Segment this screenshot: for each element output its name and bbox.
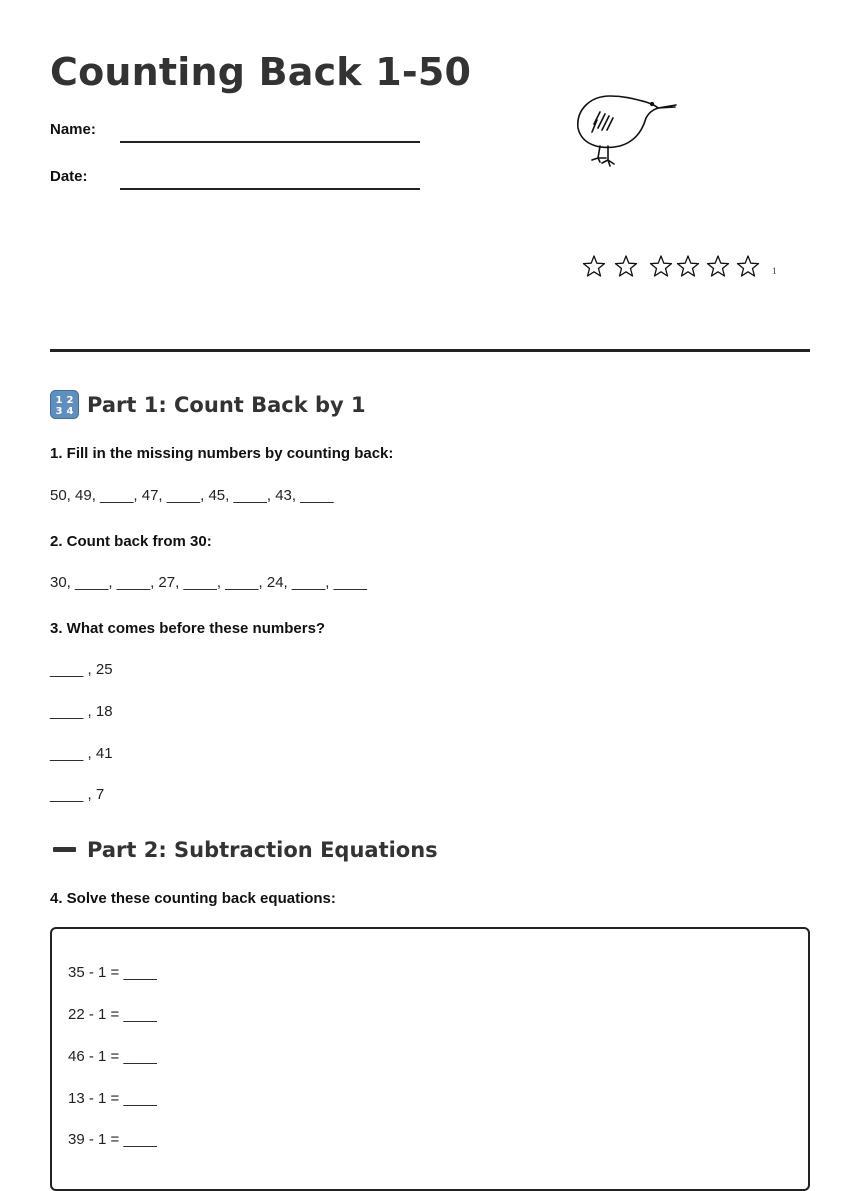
worksheet-page <box>50 0 810 1161</box>
date-label: Date: <box>50 168 88 185</box>
question-3-item: ____ , 41 <box>50 745 113 762</box>
question-3-item: ____ , 7 <box>50 786 105 803</box>
page-title: Counting Back 1-50 <box>50 50 472 94</box>
name-label: Name: <box>50 121 96 138</box>
svg-text:1: 1 <box>55 395 63 406</box>
kiwi-bird-icon <box>572 88 682 172</box>
equation-item: 35 - 1 = ____ <box>68 964 157 981</box>
question-1-title: 1. Fill in the missing numbers by counting back: <box>50 445 394 462</box>
rating-label: 1 <box>772 266 777 276</box>
equation-item: 22 - 1 = ____ <box>68 1006 157 1023</box>
part2-heading-text: Part 2: Subtraction Equations <box>87 837 438 862</box>
equations-box <box>50 927 810 1191</box>
part2-heading <box>50 835 438 864</box>
star-outline-icon <box>616 256 637 276</box>
star-outline-icon <box>738 256 759 276</box>
svg-text:2: 2 <box>66 395 74 406</box>
part1-heading <box>50 390 366 419</box>
star-outline-icon <box>651 256 672 276</box>
question-3-title: 3. What comes before these numbers? <box>50 620 326 637</box>
question-2-title: 2. Count back from 30: <box>50 533 212 550</box>
date-input-line[interactable] <box>120 188 420 190</box>
equation-item: 46 - 1 = ____ <box>68 1048 157 1065</box>
name-field <box>50 121 420 151</box>
name-input-line[interactable] <box>120 141 420 143</box>
equation-item: 13 - 1 = ____ <box>68 1090 157 1107</box>
minus-icon <box>50 835 79 864</box>
date-field <box>50 168 420 198</box>
question-3-item: ____ , 25 <box>50 661 113 678</box>
question-1-sequence: 50, 49, ____, 47, ____, 45, ____, 43, ____ <box>50 487 334 504</box>
equation-item: 39 - 1 = ____ <box>68 1131 157 1148</box>
svg-text:3: 3 <box>55 406 63 417</box>
question-3-item: ____ , 18 <box>50 703 113 720</box>
star-outline-icon <box>708 256 729 276</box>
star-outline-icon <box>584 256 605 276</box>
input-numbers-icon <box>50 390 79 419</box>
star-rating <box>582 254 782 284</box>
part1-heading-text: Part 1: Count Back by 1 <box>87 392 366 417</box>
header-divider <box>50 349 810 352</box>
star-outline-icon <box>678 256 699 276</box>
question-2-sequence: 30, ____, ____, 27, ____, ____, 24, ____, ____ <box>50 574 367 591</box>
svg-text:4: 4 <box>66 406 74 417</box>
question-4-title: 4. Solve these counting back equations: <box>50 890 336 907</box>
